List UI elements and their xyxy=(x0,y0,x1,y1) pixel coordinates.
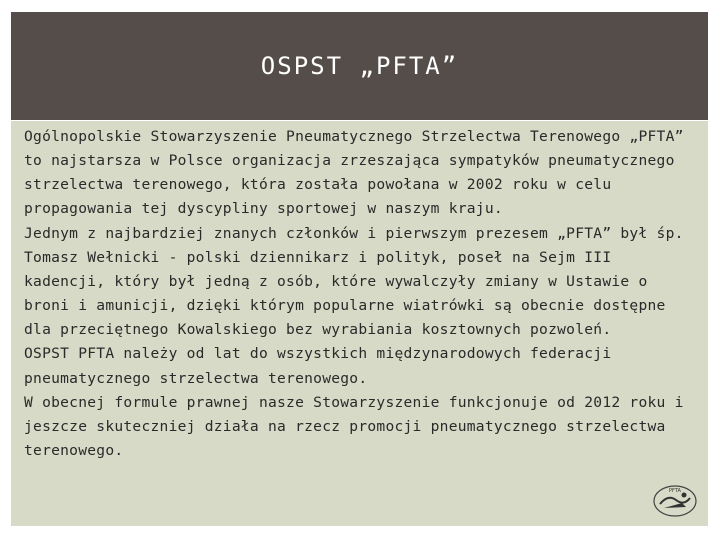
pfta-logo-icon xyxy=(652,484,698,518)
title-bar xyxy=(11,12,708,120)
paragraph-federations: OSPST PFTA należy od lat do wszystkich międzynarodowych federacji pneumatycznego strzelectwa terenowego. xyxy=(24,345,612,387)
paragraph-legal-form: W obecnej formule prawnej nasze Stowarzyszenie funkcjonuje od 2012 roku i jeszcze skuteczniej działa na rzecz promocji pneumatycznego strzelectwa terenowego. xyxy=(24,393,684,460)
logo-text: PFTA xyxy=(669,488,681,494)
content-box xyxy=(11,121,708,526)
paragraph-welnicki: Jednym z najbardziej znanych członków i pierwszym prezesem „PFTA” był śp. Tomasz Wełnicki - polski dziennikarz i polityk, poseł na Sejm III kadencji, który był jedną z osób, które wywalczyły zmiany w Ustawie o broni i amunicji, dzięki którym popularne wiatrówki są obecnie dostępne dla przeciętnego Kowalskiego bez wyrabiania kosztownych pozwoleń. xyxy=(24,224,684,339)
paragraph-intro: Ogólnopolskie Stowarzyszenie Pneumatycznego Strzelectwa Terenowego „PFTA” to najstarsza w Polsce organizacja zrzeszająca sympatyków pneumatycznego strzelectwa terenowego, która została powołana w 2002 roku w celu propagowania tej dyscypliny sportowej w naszym kraju. xyxy=(24,128,684,218)
slide-title: OSPST „PFTA” xyxy=(260,52,459,80)
